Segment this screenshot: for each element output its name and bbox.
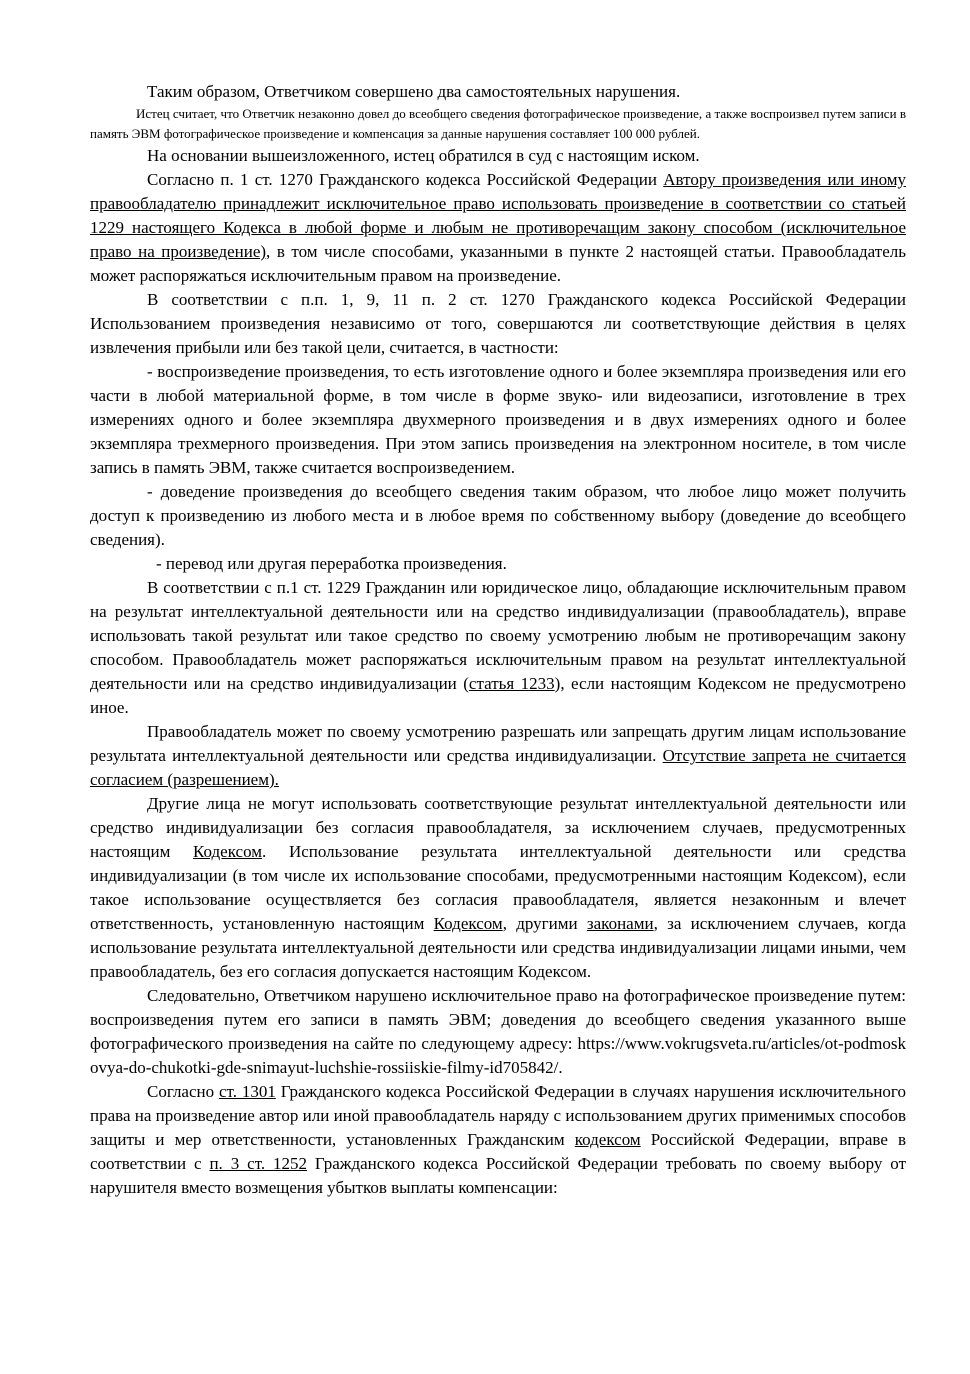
para-claim-compensation bbox=[90, 104, 906, 144]
para-other-persons bbox=[90, 792, 906, 984]
text-run: - перевод или другая переработка произведения. bbox=[156, 554, 507, 573]
para-translation-item bbox=[90, 552, 906, 576]
underlined-text: Автору произведения или иному правообладателю принадлежит исключительное право использовать произведение в соответствии со статьей 1229 настоящего Кодекса в любой форме и любым не противоречащим закону способом (исключительное право на произведение) bbox=[90, 170, 906, 261]
text-run: В соответствии с п.1 ст. 1229 Гражданин или юридическое лицо, обладающие исключительным правом на результат интеллектуальной деятельности или на средство индивидуализации (правообладатель), вправе использовать такой результат или такое средство по своему усмотрению любым не противоречащим закону способом. Правообладатель может распоряжаться исключительным правом на результат интеллектуальной деятельности или на средство индивидуализации ( bbox=[90, 578, 906, 693]
text-run: Следовательно, Ответчиком нарушено исключительное право на фотографическое произведение путем: воспроизведения путем его записи в память ЭВМ; доведения до всеобщего сведения указанного выше фотографического произведения на сайте по следующему адресу: bbox=[90, 986, 906, 1053]
text-run: , в том числе способами, указанными в пункте 2 настоящей статьи. Правообладатель может распоряжаться исключительным правом на произведение. bbox=[90, 242, 906, 285]
para-gk-1270-p1 bbox=[90, 168, 906, 288]
underlined-text: законами bbox=[586, 914, 654, 933]
para-reproduction-item bbox=[90, 360, 906, 480]
text-run: Гражданского кодекса Российской Федерации в случаях нарушения исключительного права на произведение автор или иной правообладатель наряду с использованием других применимых способов защиты и мер ответственности, установленных Гражданским bbox=[90, 1082, 906, 1149]
text-run: , другими bbox=[502, 914, 587, 933]
text-run: , за исключением случаев, когда использование результата интеллектуальной деятельности или средства индивидуализации лицами иными, чем правообладатель, без его согласия допускается настоящим Кодексом. bbox=[90, 914, 906, 981]
text-run: Согласно bbox=[147, 1082, 219, 1101]
para-gk-1270-p2 bbox=[90, 288, 906, 360]
website-url-text: https://www.vokrugsveta.ru/articles/ot-podmoskovya-do-chukotki-gde-snimayut-luchshie-rossiiskie-filmy-id705842/. bbox=[90, 1034, 906, 1077]
text-run: В соответствии с п.п. 1, 9, 11 п. 2 ст. 1270 Гражданского кодекса Российской Федерации Использованием произведения независимо от того, совершаются ли соответствующие действия в целях извлечения прибыли или без такой цели, считается, в частности: bbox=[90, 290, 906, 357]
underlined-text: Отсутствие запрета не считается согласием (разрешением). bbox=[90, 746, 906, 789]
text-run: - доведение произведения до всеобщего сведения таким образом, что любое лицо может получить доступ к произведению из любого места и в любое время по собственному выбору (доведение до всеобщего сведения). bbox=[90, 482, 906, 549]
para-filed-lawsuit bbox=[90, 144, 906, 168]
text-run: Таким образом, Ответчиком совершено два самостоятельных нарушения. bbox=[147, 82, 681, 101]
underlined-text: кодексом bbox=[574, 1130, 641, 1149]
para-communication-item bbox=[90, 480, 906, 552]
text-run: ), если настоящим Кодексом не предусмотрено иное. bbox=[90, 674, 906, 717]
text-run: Согласно п. 1 ст. 1270 Гражданского кодекса Российской Федерации bbox=[147, 170, 664, 189]
para-gk-1229 bbox=[90, 576, 906, 720]
text-run: - воспроизведение произведения, то есть изготовление одного и более экземпляра произведения или его части в любой материальной форме, в том числе в форме звуко- или видеозаписи, изготовление в трех измерениях одного и более экземпляра двухмерного произведения и в двух измерениях одного и более экземпляра трехмерного произведения. При этом запись произведения на электронном носителе, в том числе запись в память ЭВМ, также считается воспроизведением. bbox=[90, 362, 906, 477]
text-run: На основании вышеизложенного, истец обратился в суд с настоящим иском. bbox=[147, 146, 700, 165]
text-run: . Использование результата интеллектуальной деятельности или средства индивидуализации (в том числе их использование способами, предусмотренными настоящим Кодексом), если такое использование осуществляется без согласия правообладателя, является незаконным и влечет ответственность, установленную настоящим bbox=[90, 842, 906, 933]
text-run: Гражданского кодекса Российской Федерации требовать по своему выбору от нарушителя вместо возмещения убытков выплаты компенсации: bbox=[90, 1154, 906, 1197]
para-gk-1301 bbox=[90, 1080, 906, 1200]
text-run: Другие лица не могут использовать соответствующие результат интеллектуальной деятельности или средство индивидуализации без согласия правообладателя, за исключением случаев, предусмотренных настоящим bbox=[90, 794, 906, 861]
text-run: Истец считает, что Ответчик незаконно довел до всеобщего сведения фотографическое произведение, а также воспроизвел путем записи в память ЭВМ фотографическое произведение и компенсация за данные нарушения составляет 100 000 рублей. bbox=[90, 106, 906, 141]
underlined-text: ст. 1301 bbox=[219, 1082, 276, 1101]
underlined-text: статья 1233 bbox=[468, 674, 555, 693]
para-two-violations bbox=[90, 80, 906, 104]
para-rightsholder-permission bbox=[90, 720, 906, 792]
underlined-text: п. 3 ст. 1252 bbox=[209, 1154, 308, 1173]
para-violation-conclusion bbox=[90, 984, 906, 1080]
underlined-text: Кодексом bbox=[433, 914, 503, 933]
underlined-text: Кодексом bbox=[193, 842, 263, 861]
text-run: Правообладатель может по своему усмотрению разрешать или запрещать другим лицам использование результата интеллектуальной деятельности или средства индивидуализации. bbox=[90, 722, 906, 765]
text-run: Российской Федерации, вправе в соответствии с bbox=[90, 1130, 907, 1173]
